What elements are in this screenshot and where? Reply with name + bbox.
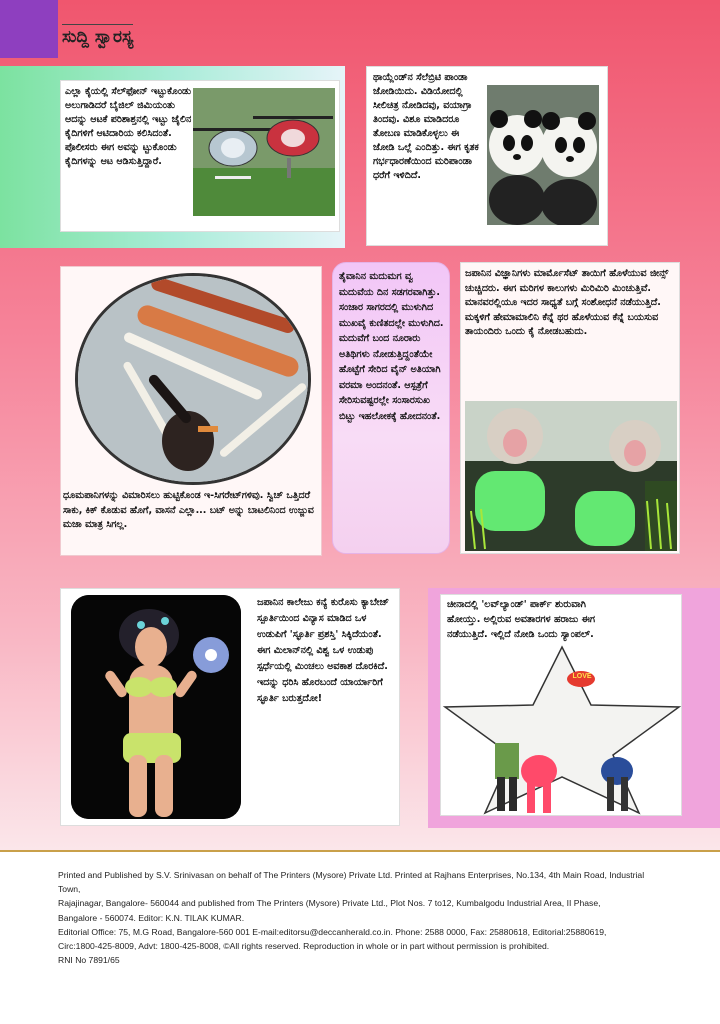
imprint-line-6: RNI No 7891/65: [58, 955, 120, 966]
love-park-star-image: [441, 643, 683, 817]
park-card: [440, 594, 682, 816]
footer-rule: [0, 850, 720, 852]
monkeys-card: [460, 262, 680, 554]
page-title: ಸುದ್ದಿ ಸ್ವಾರಸ್ಯ: [62, 24, 133, 47]
smoking-card: [60, 266, 322, 556]
helicopter-card: [60, 80, 340, 232]
smoking-photo: [75, 273, 311, 485]
model-text: ಜಪಾನಿನ ಕಾಲೇಜು ಕನ್ಯೆ ಕುರೊಸು ಕ್ಯಾಬೇಜ್ ಸ್ಪೂರ್ತಿಯಿಂದ ವಿನ್ಯಾಸ ಮಾಡಿದ ಒಳ ಉಡುಪಿಗೆ 'ಸ್ಫೂರ್ತಿ ಪ್ರಶಸ್ತಿ' ಸಿಕ್ಕಿದೆಯಂತೆ. ಈಗ ಮಿಲಾನ್‌ನಲ್ಲಿ ವಿಶ್ವ ಒಳ ಉಡುಪು ಸ್ಪರ್ಧೆಯಲ್ಲಿ ಮಿಂಚಲು ಅವಕಾಶ ದೊರಕಿದೆ. ಇದನ್ನು ಧರಿಸಿ ಹೊರಬಂದೆ ಯಾರ್ಯಾರಿಗೆ ಸ್ಫೂರ್ತಿ ಬರುತ್ತದೋ!: [257, 597, 390, 704]
monkeys-photo: [465, 401, 677, 551]
imprint-line-3: Bangalore - 560074. Editor: K.N. TILAK KUMAR.: [58, 912, 245, 923]
model-card: [60, 588, 400, 826]
e-cigarettes-image: [78, 276, 311, 485]
imprint-line-5: Circ:1800-425-8009, Advt: 1800-425-8008, ©All rights reserved. Reproduction in whole or in part without permission is prohibited.: [58, 941, 550, 952]
wedding-card: [332, 262, 450, 554]
imprint-line-4: Editorial Office: 75, M.G Road, Bangalore-560 001 E-mail:editorsu@deccanherald.co.in. Phone: 2588 0000, Fax: 25880618, Editorial:25880619,: [58, 926, 607, 937]
wedding-text: ತೈವಾನಿನ ಮದುಮಗ ವ್ವ ಮದುವೆಯ ದಿನ ಸಡಗರವಾಗಿತ್ತು. ಸಂಜಾರ ಸಾಗರದಲ್ಲಿ ಮುಳುಗಿದ ಮುಖವೈ ಕುಣಿತದಲ್ಲೇ ಮುಳುಗಿದ. ಮದುವೆಗೆ ಬಂದ ನೂರಾರು ಅತಿಥಿಗಳು ನೋಡುತ್ತಿದ್ದಂತೆಯೇ ಹೊಟ್ಟೆಗೆ ಸೇರಿದ ವೈನ್ ಅತಿಯಾಗಿ ವರಮಾ ಅಂದನಂತೆ. ಆಸ್ಪತ್ರೆಗೆ ಸೇರಿಸುವಷ್ಟರಲ್ಲೇ ಸಂಸಾರಸುಖ ಬಿಟ್ಟು ಇಹಲೋಕಕ್ಕೆ ಹೋದನಂತೆ.: [339, 271, 444, 422]
smoking-text: ಧೂಮಪಾನಿಗಳನ್ನು ವಿಮಾರಿಸಲು ಹುಟ್ಟಿಕೊಂಡ ಇ-ಸಿಗರೇಟ್‌ಗಳಿವು. ಸ್ವಿಚ್ ಒತ್ತಿದರೆ ಸಾಕು, ಕಿಕ್ ಕೊಡುವ ಹೊಗೆ, ವಾಸನೆ ಎಲ್ಲಾ... ಬಟ್ ಅನ್ನು ಬಾಟಲಿನಿಂದ ಉಜ್ಜುವ ಮಜಾ ಮಾತ್ರ ಸಿಗಲ್ಲ.: [63, 490, 314, 530]
helicopter-photo: [193, 88, 335, 216]
glowing-marmosets-image: [465, 401, 677, 551]
pandas-photo: [487, 85, 599, 225]
cabbage-lingerie-model-image: [71, 595, 241, 819]
pandas-image: [487, 85, 599, 225]
park-text: ಚೀನಾದಲ್ಲಿ 'ಲವ್‌ಲ್ಯಾಂಡ್' ಪಾರ್ಕ್ ಶುರುವಾಗಿ ಹೋಯ್ತು. ಅಲ್ಲಿರುವ ಅವತಾರಗಳ ಹರಾಜು ಈಗ ನಡೆಯುತ್ತಿದೆ. ಇಲ್ಲಿದೆ ನೋಡಿ ಒಂದು ಸ್ಯಾಂಪಲ್.: [447, 599, 596, 640]
helicopter-text: ಎಲ್ಲಾ ಕೈಯಲ್ಲಿ ಸೆಲ್‌ಫೋನ್ ಇಟ್ಟುಕೊಂಡು ಅಲುಗಾಡಿದರೆ ಬೈಜಿಲ್ ಜಿಮಿಯಂತು ಆದನ್ನು ಆಟಕೆ ಪರಿಶಾಶ್ತನಲ್ಲಿ ಇಟ್ಟು ಜೈಲಿನ ಕೈದಿಗಳಿಗೆ ಆಟಿದಾರಿಯ ಕಲಿಸಿದಂತೆ. ಪೊಲೀಸರು ಈಗ ಅವನ್ನು ಟ್ಟುಕೊಂಡು ಕೈದಿಗಳನ್ನು ಆಟ ಆಡಿಸುತ್ತಿದ್ದಾರೆ.: [65, 86, 192, 167]
toy-helicopters-image: [193, 88, 335, 216]
love-sign-label: LOVE: [572, 673, 592, 680]
corner-block: [0, 0, 58, 58]
imprint-footer: [58, 868, 668, 967]
imprint-line-2: Rajajinagar, Bangalore- 560044 and published from The Printers (Mysore) Private Ltd., Plot Nos. 7 to12, Kumbalgodu Industrial Area, II Phase,: [58, 898, 601, 909]
pandas-card: [366, 66, 608, 246]
model-photo: [71, 595, 241, 819]
imprint-line-1: Printed and Published by S.V. Srinivasan on behalf of The Printers (Mysore) Private Ltd. Printed at Rajhans Enterprises, No.134, 4th Main Road, Industrial Town,: [58, 870, 645, 895]
pandas-text: ಥಾಯ್ಲೆಂಡ್‌ನ ಸೆಲೆಬ್ರಿಟಿ ಪಾಂಡಾ ಜೋಡಿಯಿದು. ವಿಡಿಯೋದಲ್ಲಿ ಸೀಲಿಚಿತ್ರ ನೋಡಿದವು, ವಯಾಗ್ರಾ ತಿಂದವು. ವಿಶೂ ಮಾಡಿದರೂ ತೋಬಣ ಮಾಡಿಕೊಳ್ಳಲು ಈ ಜೋಡಿ ಒಲ್ಲೆ ಎಂದಿತ್ತು. ಈಗ ಕೃತಕ ಗರ್ಭಧಾರಣೆಯಿಂದ ಮರಿಪಾಂಡಾ ಧರೆಗೆ ಇಳಿದಿದೆ.: [373, 72, 479, 181]
monkeys-text: ಜಪಾನಿನ ವಿಜ್ಞಾನಿಗಳು ಮಾರ್ಮೊಸೆಟ್ ತಾಯಿಗೆ ಹೊಳೆಯುವ ಜೀನ್ಸ್ ಚುಚ್ಚಿದರು. ಈಗ ಮರಿಗಳ ಕಾಲುಗಳು ಮಿರಿಮಿರಿ ಮಿಂಚುತ್ತಿವೆ. ಮಾನವರಲ್ಲಿಯೂ ಇದರ ಸಾಧ್ಯತೆ ಬಗ್ಗೆ ಸಂಶೋಧನೆ ನಡೆಯುತ್ತಿದೆ. ಮಕ್ಕಳಿಗೆ ಹೇಮಾಮಾಲಿನಿ ಕೆನ್ನೆ ಥರ ಹೊಳೆಯುವ ಕೆನ್ನೆ ಬಯಸುವ ತಾಯಂದಿರು ಒಂದು ಕೈ ನೋಡಬಹುದು.: [465, 268, 669, 337]
